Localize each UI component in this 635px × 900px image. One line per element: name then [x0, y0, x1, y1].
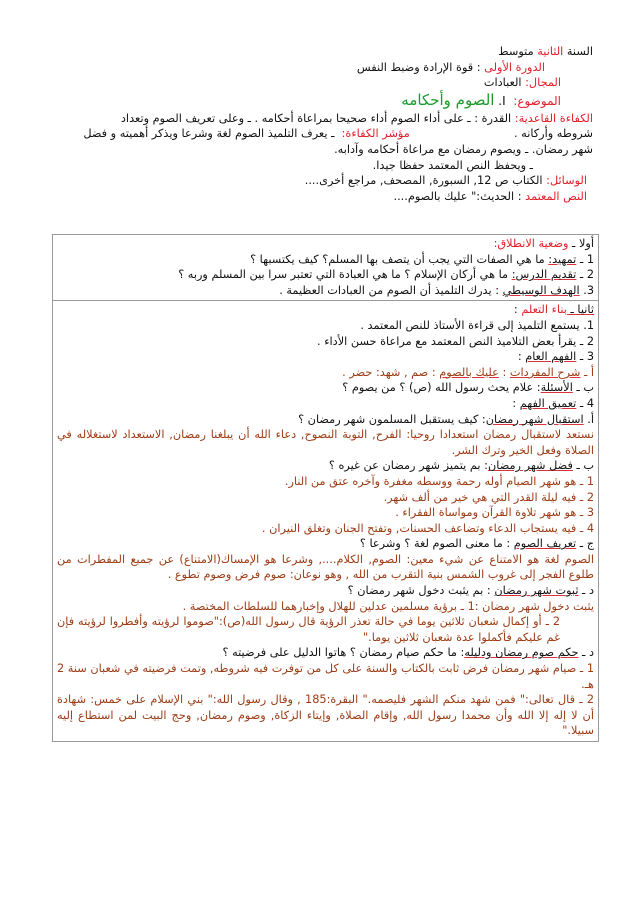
answer-text: الصوم لغة هو الامتناع عن شيء معين: الصوم, الكلام...., وشرعا هو الإمساك(الامتناع) عن جميع المفطرات من طلوع الفجر إلى غروب الشمس بنية التقرب من الله , وهو نوعان: صوم فرض وصوم تطوع .: [53, 552, 594, 582]
section-line: [57, 474, 594, 490]
header-line: [45, 158, 593, 174]
section-line: [57, 349, 594, 365]
text: د ـ: [578, 646, 594, 660]
answer-text: نستعد لاستقبال رمضان استعدادا روحيا: الفرح, التوبة النصوح, دعاء الله أن يبلغنا رمضان, الاستعداد لاستغلاله في الصلاة وفعل الخير وترك الشر.: [53, 428, 594, 457]
text: أولا ـ: [568, 237, 594, 250]
section-line: [53, 427, 594, 458]
header-line: [45, 111, 593, 127]
section-line: [57, 396, 594, 412]
section-line: [57, 365, 594, 381]
answer-text: : صم , شهد: حضر .: [342, 365, 440, 379]
text: : الحديث:" عليك بالصوم....: [393, 189, 526, 203]
header-line: [45, 75, 593, 91]
subheading: تعميق الفهم: [519, 396, 577, 410]
subheading: الأسئلة: [540, 381, 573, 395]
header-line: [45, 189, 593, 205]
text: شروطه وأركانه .: [409, 127, 593, 141]
section-line: [57, 302, 594, 318]
text: الكتاب ص 12, السبورة, المصحف, مراجع أخرى....: [304, 174, 547, 188]
subheading: الهدف الوسيطي: [502, 283, 580, 297]
subheading: شرح المفردات: [509, 365, 581, 379]
subheading: تعريف الصوم: [513, 537, 577, 551]
text: ب ـ: [572, 459, 594, 473]
text: :: [512, 396, 520, 410]
field-label: الثانية: [537, 45, 564, 58]
section-line: [57, 252, 594, 268]
text: متوسط: [498, 45, 538, 58]
section-line: [57, 283, 594, 299]
text: 2 ـ يقرأ بعض التلاميذ النص المعتمد مع مراعاة حسن الأداء .: [317, 334, 594, 348]
text: : قوة الإرادة وضبط النفس: [356, 60, 485, 74]
section-line: [57, 318, 594, 334]
field-label: النص المعتمد: [525, 189, 587, 203]
text: ـ يعرف التلميذ الصوم لغة وشرعا ويذكر أهميته و فضل: [83, 127, 342, 141]
field-label: المجال:: [525, 76, 561, 90]
text: ـ ويحفظ النص المعتمد حفظا جيدا.: [372, 158, 533, 172]
section-line: [57, 334, 594, 350]
text: :: [517, 350, 526, 364]
field-label: مؤشر الكفاءة:: [341, 127, 410, 141]
text: العبادات: [483, 76, 526, 90]
section-line: [53, 614, 594, 645]
text: I.: [494, 93, 514, 108]
text: د ـ: [578, 584, 594, 598]
field-label: بناء التعلم: [521, 303, 567, 317]
text: 2 ـ: [576, 268, 594, 282]
lesson-title: الصوم وأحكامه: [401, 90, 495, 109]
section-line: [57, 236, 594, 252]
field-label: الكفاءة القاعدية:: [514, 111, 593, 125]
lesson-steps-table: [52, 234, 599, 742]
answer-text: 1 ـ صيام شهر رمضان فرض ثابت بالكتاب والسنة على كل من توفرت فيه شروطه, وتمت فرضيته في شعبان سنة 2 هـ.: [53, 662, 594, 691]
text: ب ـ: [572, 381, 594, 395]
text: : بم يتميز شهر رمضان عن غيره ؟: [328, 459, 488, 473]
section-line: [57, 505, 594, 521]
section-line: [57, 536, 594, 552]
section-line: [57, 267, 594, 283]
text: 1 ـ: [576, 252, 594, 266]
text: : يدرك التلميذ أن الصوم من العبادات العظيمة .: [279, 283, 503, 297]
subheading: ثبوت شهر رمضان: [494, 584, 579, 598]
text: أ.: [583, 412, 594, 426]
text: 3.: [579, 283, 594, 297]
section-line: [57, 583, 594, 599]
field-label: الوسائل:: [546, 174, 587, 188]
lesson-header: [45, 44, 593, 204]
section-learning-construction: [53, 300, 598, 741]
text: : ما حكم صيام رمضان ؟ هاتوا الدليل على فرضيته ؟: [222, 646, 465, 660]
subheading: حكم صوم رمضان ودليله: [464, 646, 579, 660]
header-line: [45, 91, 593, 111]
answer-text: 2 ـ فيه ليلة القدر التي هي خير من ألف شهر.: [383, 490, 594, 504]
section-line: [57, 458, 594, 474]
answer-text: :: [498, 365, 510, 379]
section-line: [53, 661, 594, 692]
answer-text: 1 ـ هو شهر الصيام أوله رحمة ووسطه مغفرة وآخره عتق من النار.: [284, 474, 594, 488]
text: :: [513, 303, 522, 317]
field-label: الموضوع:: [513, 93, 561, 108]
subheading: ثانيا ـ: [566, 303, 594, 317]
text: 3 ـ: [576, 350, 594, 364]
section-line: [57, 490, 594, 506]
header-line: [45, 60, 593, 76]
section-line: [53, 552, 594, 583]
subheading: فضل شهر رمضان: [487, 459, 573, 473]
text: 4 ـ: [576, 396, 594, 410]
header-line: [45, 173, 593, 189]
text: 1. يستمع التلميذ إلى قراءة الأستاذ للنص المعتمد .: [360, 318, 594, 332]
field-label: الدورة الأولى: [484, 60, 545, 74]
text: : علام يحث رسول الله (ص) ؟ من يصوم ؟: [342, 381, 541, 395]
answer-text: أ ـ: [580, 365, 594, 379]
answer-text: 2 ـ قال تعالى:" فمن شهد منكم الشهر فليصمه." البقرة:185 , وقال رسول الله:" بني الإسلام على خمس: شهادة أن لا إله إلا الله وأن محمدا رسول الله, وإقام الصلاة, وإيتاء الزكاة, وصوم رمضان, وحج البيت لمن استطاع إليه سبيلا.": [53, 693, 594, 738]
text: : كيف يستقبل المسلمون شهر رمضان ؟: [298, 412, 486, 426]
section-line: [53, 692, 594, 739]
subheading: استقبال شهر رمضان: [485, 412, 584, 426]
section-starting-situation: [53, 235, 598, 300]
text: شهر رمضان. ـ ويصوم رمضان مع مراعاة أحكامه وآدابه.: [334, 142, 593, 156]
header-line: [45, 126, 593, 142]
answer-text: 2 ـ أو إكمال شعبان ثلاثين يوما في حالة تعذر الرؤية قال رسول الله(ص):"صوموا لرؤيته وأفطروا لرؤيته فإن غم عليكم فأكملوا عدة شعبان ثلاثين يوما.": [53, 615, 560, 644]
subheading: عليك بالصوم: [439, 365, 499, 379]
section-line: [57, 380, 594, 396]
subheading: تقديم الدرس:: [511, 268, 577, 282]
text: القدرة : ـ على أداء الصوم أداء صحيحا بمراعاة أحكامه . ـ وعلى تعريف الصوم وتعداد: [120, 111, 515, 125]
section-line: [57, 645, 594, 661]
text: : ما معنى الصوم لغة ؟ وشرعا ؟: [359, 537, 514, 551]
subheading: تمهيد:: [548, 252, 577, 266]
answer-text: يثبت دخول شهر رمضان :1 ـ برؤية مسلمين عدلين للهلال وإخبارهما للسلطات المختصة .: [182, 599, 594, 613]
section-line: [57, 412, 594, 428]
header-line: [45, 142, 593, 158]
field-label: وضعية الانطلاق:: [493, 237, 569, 250]
text: السنة: [563, 45, 593, 58]
answer-text: 3 ـ هو شهر تلاوة القرآن ومواساة الفقراء .: [395, 506, 594, 520]
header-line: [45, 44, 593, 60]
text: ج ـ: [576, 537, 594, 551]
answer-text: 4 ـ فيه يستجاب الدعاء وتضاعف الحسنات, وتفتح الجنان وتغلق النيران .: [261, 521, 594, 535]
section-line: [57, 599, 594, 615]
text: ما هي الصفات التي يجب أن يتصف بها المسلم؟ كيف يكتسبها ؟: [250, 252, 549, 266]
text: : بم يثبت دخول شهر رمضان ؟: [347, 584, 495, 598]
subheading: الفهم العام: [525, 350, 577, 364]
section-line: [57, 521, 594, 537]
text: ما هي أركان الإسلام ؟ ما هي العبادة التي تعتبر سرا بين المسلم وربه ؟: [178, 268, 512, 282]
